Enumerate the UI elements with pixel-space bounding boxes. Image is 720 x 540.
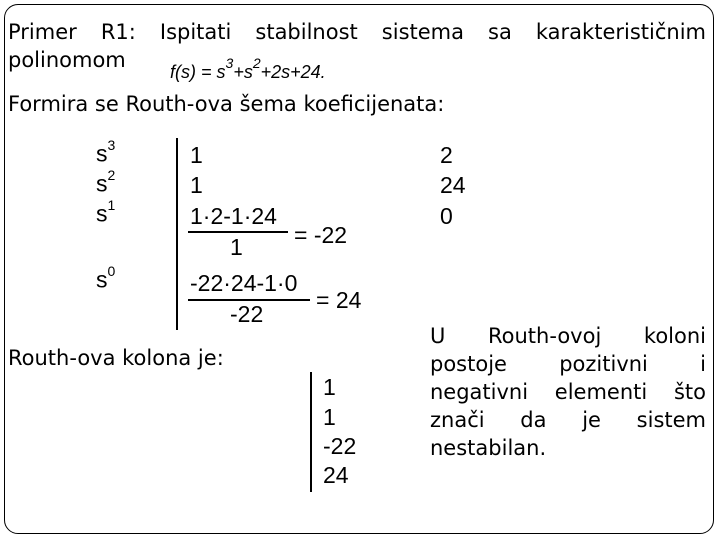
column-value: -22 xyxy=(323,433,357,459)
row4-denominator: -22 xyxy=(230,301,264,327)
column-divider xyxy=(310,372,312,492)
row3-fraction-bar xyxy=(188,231,288,233)
formula-exp-3: 3 xyxy=(225,55,234,71)
power-s3: $s^3$ xyxy=(96,137,116,167)
formula-mid: +s xyxy=(233,62,253,82)
row1-col2: 2 xyxy=(440,142,453,168)
formula-rest: +2s+24. xyxy=(260,62,326,82)
conclusion-text: U Routh-ovoj koloni postoje pozitivni i negativni elementi što znači da je sistem nestabilan. xyxy=(430,324,706,460)
column-value: 1 xyxy=(323,374,336,400)
formula-exp-2: 2 xyxy=(252,55,261,71)
row3-denominator: 1 xyxy=(230,234,243,260)
row4-result: = 24 xyxy=(316,287,362,313)
power-s0: $s^0$ xyxy=(96,263,116,293)
row2-col2: 24 xyxy=(440,172,466,198)
row3-numerator: 1·2-1·24 xyxy=(190,203,277,229)
row3-col2: 0 xyxy=(440,203,453,229)
power-s1: $s^1$ xyxy=(96,197,116,227)
intro-line-1: Primer R1: Ispitati stabilnost sistema sa karakterističnim xyxy=(8,20,706,44)
polynomial-formula xyxy=(170,55,326,83)
routh-column-label: Routh-ova kolona je: xyxy=(8,346,224,370)
table-divider xyxy=(176,138,178,330)
row4-numerator: -22·24-1·0 xyxy=(190,270,298,296)
row2-col1: 1 xyxy=(190,172,203,198)
column-value: 1 xyxy=(323,404,336,430)
column-value: 24 xyxy=(323,462,349,488)
power-s2: $s^2$ xyxy=(96,167,116,197)
formula-lhs: f(s) = s xyxy=(170,62,226,82)
intro-line-2: polinomom xyxy=(8,48,126,72)
row3-result: = -22 xyxy=(294,222,348,248)
routh-scheme-heading: Formira se Routh-ova šema koeficijenata: xyxy=(8,92,445,116)
row1-col1: 1 xyxy=(190,142,203,168)
